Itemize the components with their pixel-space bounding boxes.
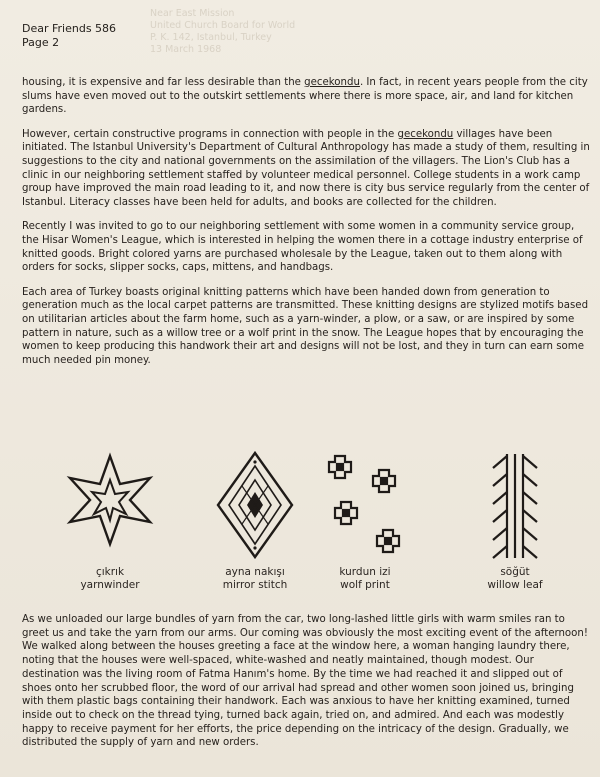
letter-header — [22, 22, 116, 50]
page-number: Page 2 — [22, 36, 60, 49]
motif-turkish-name: ayna nakışı — [225, 566, 285, 578]
motif-turkish-name: çıkrık — [95, 566, 125, 578]
text-run: housing, it is expensive and far less desirable than the — [22, 77, 305, 88]
paragraph-1 — [22, 76, 592, 117]
ghost-line: United Church Board for World — [150, 20, 296, 31]
motif-turkish-name: kurdun izi — [339, 566, 391, 578]
paragraph-2 — [22, 128, 592, 210]
diamond-motif-icon — [215, 450, 295, 560]
motif-willow-leaf — [460, 450, 570, 592]
motif-english-name: yarnwinder — [80, 579, 140, 591]
motif-wolf-print — [310, 450, 420, 592]
motif-english-name: mirror stitch — [222, 579, 288, 591]
salutation: Dear Friends 586 — [22, 22, 117, 35]
motif-turkish-name: söğüt — [500, 566, 530, 578]
text-run: However, certain constructive programs in connection with people in the — [22, 128, 398, 140]
paragraph-4: Each area of Turkey boasts original knitting patterns which have been handed down from generation to generation much as the local carpet patterns are transmitted. These knitting designs are stylized motifs based on utilitarian articles about the farm home, such as a yarn-winder, a plow, or a saw, or are inspired by some pattern in nature, such as a willow tree or a wolf print in the snow. The League hopes that by encouraging the women to keep producing this handwork their art and designs will not be lost, and they in turn can earn some much needed pin money. — [22, 286, 589, 367]
bleed-through-letterhead — [150, 8, 296, 56]
ghost-line: Near East Mission — [150, 8, 235, 19]
letter-body — [22, 76, 592, 378]
chevron-leaf-motif-icon — [485, 450, 545, 562]
underlined-term: gecekondu — [397, 128, 454, 140]
motif-english-name: willow leaf — [487, 579, 543, 591]
star-motif-icon — [60, 450, 160, 550]
text-run: . In fact, in recent years people from the city slums have even moved out to the outskirt settlements where there is more space, air, and land for kitchen gardens. — [22, 77, 588, 116]
paragraph-3: Recently I was invited to go to our neighboring settlement with some women in a community service group, the Hisar Women's League, which is interested in helping the women there in a cottage industry enterprise of knitted goods. Bright colored yarns are purchased wholesale by the League, taken out to them along with orders for socks, slipper socks, caps, mittens, and handbags. — [22, 221, 583, 274]
underlined-term: gecekondu — [304, 77, 360, 88]
motif-english-name: wolf print — [340, 579, 390, 591]
motif-mirror-stitch — [200, 450, 310, 592]
knitting-motifs — [40, 450, 580, 615]
letter-body-continued — [22, 613, 592, 750]
motif-yarnwinder — [50, 450, 170, 592]
ghost-line: P. K. 142, Istanbul, Turkey — [150, 32, 272, 43]
paw-cross-motif-icon — [315, 450, 415, 562]
ghost-line: 13 March 1968 — [150, 44, 222, 55]
text-run: villages have been initiated. The Istanbul University's Department of Cultural Anthropology has made a study of them, resulting in suggestions to the city and national governments on the assimilation of the villagers. The Lion's Club has a clinic in our neighboring settlement staffed by volunteer medical personnel. College students in a work camp group have improved the main road leading to it, and now there is city bus service regularly from the center of Istanbul. Literacy classes have been held for adults, and books are collected for the children. — [22, 128, 590, 209]
paragraph-5: As we unloaded our large bundles of yarn from the car, two long-lashed little girls with warm smiles ran to greet us and take the yarn from our arms. Our coming was obviously the most exciting event of the afternoon! We walked along between the houses greeting a face at the window here, a woman hanging laundry there, noting that the houses were well-spaced, white-washed and neatly maintained, though modest. Our destination was the living room of Fatma Hanım's home. By the time we had reached it and slipped out of shoes onto her scrubbed floor, the word of our arrival had spread and other women soon joined us, bringing with them plastic bags containing their handwork. Each was anxious to have her knitting examined, turned inside out to check on the thread tying, turned back again, tried on, and admired. And each was modestly happy to receive payment for her efforts, the price depending on the intricacy of the design. Gradually, we distributed the supply of yarn and new orders. — [22, 614, 588, 749]
